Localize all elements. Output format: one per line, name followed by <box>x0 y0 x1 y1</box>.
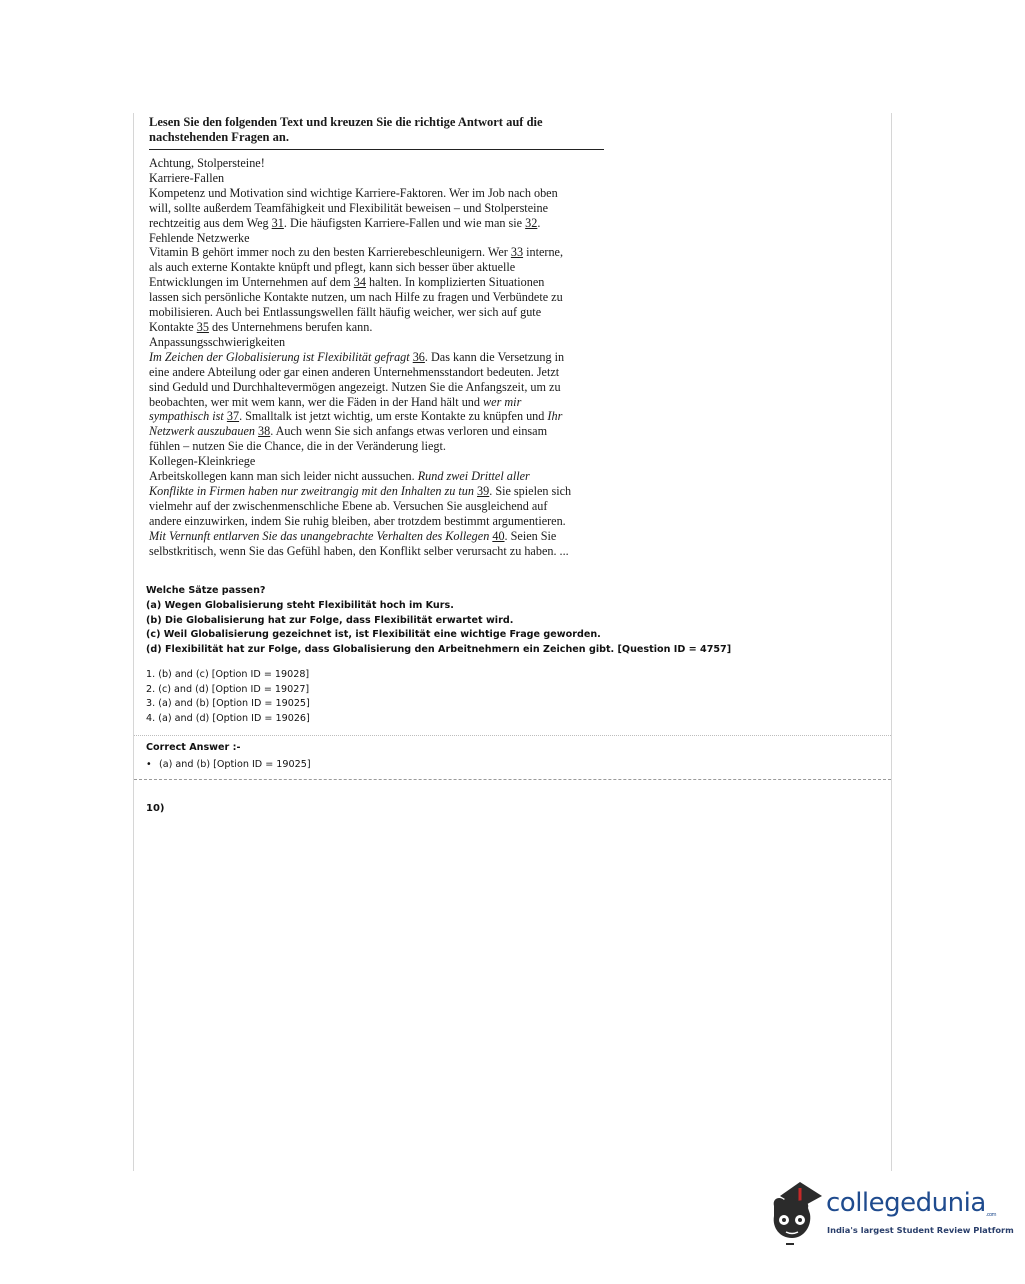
section-heading: Karriere-Fallen <box>149 170 225 185</box>
question-statements <box>146 584 886 658</box>
question-prompt: Welche Sätze passen? <box>146 585 266 596</box>
bullet-icon: • <box>146 759 152 770</box>
passage-line: Mit Vernunft entlarven Sie das unangebrachte Verhalten des Kollegen 40. Seien Sie <box>149 528 557 543</box>
correct-answer-item <box>146 758 311 772</box>
divider <box>134 779 891 780</box>
passage-line: selbstkritisch, wenn Sie das Gefühl haben, den Konflikt selber verursacht zu haben. ... <box>149 543 569 558</box>
gap-33: 33 <box>510 245 524 260</box>
passage-line: Netzwerk auszubauen 38. Auch wenn Sie sich anfangs etwas verloren und einsam <box>149 424 548 439</box>
passage-line: sind Geduld und Durchhaltevermögen angezeigt. Nutzen Sie die Anfangszeit, um zu <box>149 379 561 394</box>
passage-line: rechtzeitig aus dem Weg 31. Die häufigsten Karriere-Fallen und wie man sie 32. <box>149 215 541 230</box>
gap-34: 34 <box>353 275 366 290</box>
question-number: 10) <box>146 803 165 814</box>
passage-line: Im Zeichen der Globalisierung ist Flexibilität gefragt 36. Das kann die Versetzung in <box>149 349 565 364</box>
section-heading: Fehlende Netzwerke <box>149 230 250 245</box>
passage-line: lassen sich persönliche Kontakte nutzen, um nach Hilfe zu fragen und Verbündete zu <box>149 290 563 305</box>
passage-line: fühlen – nutzen Sie die Chance, die in der Veränderung liegt. <box>149 439 446 454</box>
passage-line: Entwicklungen im Unternehmen auf dem 34 halten. In komplizierten Situationen <box>149 275 545 290</box>
statement-c: (c) Weil Globalisierung gezeichnet ist, ist Flexibilität eine wichtige Frage geworden. <box>146 629 601 641</box>
gap-40: 40 <box>492 528 505 543</box>
passage-line: andere einzuwirken, indem Sie ruhig bleiben, aber trotzdem bestimmt argumentieren. <box>149 513 566 528</box>
mascot-icon <box>766 1178 826 1248</box>
option-3: 3. (a) and (b) [Option ID = 19025] <box>146 698 310 710</box>
page-border-left <box>133 113 134 1171</box>
gap-31: 31 <box>271 215 284 230</box>
section-heading: Anpassungsschwierigkeiten <box>149 334 286 349</box>
passage-body <box>149 156 604 558</box>
passage-line: Kompetenz und Motivation sind wichtige Karriere-Faktoren. Wer im Job nach oben <box>149 185 558 200</box>
passage-line: mobilisieren. Auch bei Entlassungswellen fällt häufig weicher, wer sich auf gute <box>149 305 542 320</box>
passage-line: eine andere Abteilung oder gar einen anderen Unternehmensstandort bedeuten. Jetzt <box>149 364 560 379</box>
correct-answer-block <box>146 741 311 772</box>
passage-line: vielmehr auf der zwischenmenschliche Ebene ab. Versuchen Sie ausgleichend auf <box>149 498 548 513</box>
instruction-line: nachstehenden Fragen an. <box>149 130 289 144</box>
brand-domain: .com <box>985 1212 997 1218</box>
correct-answer-title: Correct Answer :- <box>146 742 241 753</box>
statement-b: (b) Die Globalisierung hat zur Folge, dass Flexibilität erwartet wird. <box>146 614 514 626</box>
section-heading: Kollegen-Kleinkriege <box>149 454 256 469</box>
collegedunia-logo <box>766 1178 1014 1248</box>
answer-options <box>146 668 886 726</box>
passage-line: will, sollte außerdem Teamfähigkeit und Flexibilität beweisen – und Stolpersteine <box>149 200 548 215</box>
passage-line: beobachten, wer mit wem kann, wer die Fäden in der Hand hält und wer mir <box>149 394 522 409</box>
option-2: 2. (c) and (d) [Option ID = 19027] <box>146 683 310 695</box>
passage-line: Konflikte in Firmen haben nur zweitrangig mit den Inhalten zu tun 39. Sie spielen sich <box>149 483 572 498</box>
gap-35: 35 <box>196 319 209 334</box>
passage-line: als auch externe Kontakte knüpft und pflegt, kann sich besser über aktuelle <box>149 260 516 275</box>
statement-a: (a) Wegen Globalisierung steht Flexibilität hoch im Kurs. <box>146 599 454 611</box>
passage-line: Arbeitskollegen kann man sich leider nicht aussuchen. Rund zwei Drittel aller <box>149 469 530 484</box>
reading-passage <box>149 115 604 558</box>
question-block <box>146 584 886 726</box>
passage-instruction <box>149 115 604 150</box>
passage-title: Achtung, Stolpersteine! <box>149 156 265 170</box>
passage-line: Vitamin B gehört immer noch zu den besten Karrierebeschleunigern. Wer 33 interne, <box>149 245 563 260</box>
gap-37: 37 <box>226 409 240 424</box>
option-4: 4. (a) and (d) [Option ID = 19026] <box>146 712 310 724</box>
passage-line: Kontakte 35 des Unternehmens berufen kann. <box>149 319 373 334</box>
instruction-line: Lesen Sie den folgenden Text und kreuzen Sie die richtige Antwort auf die <box>149 115 543 129</box>
brand-tagline: India's largest Student Review Platform <box>827 1225 1014 1235</box>
statement-d: (d) Flexibilität hat zur Folge, dass Globalisierung den Arbeitnehmern ein Zeichen gibt. [Question ID = 4757] <box>146 644 732 656</box>
option-1: 1. (b) and (c) [Option ID = 19028] <box>146 668 310 680</box>
gap-32: 32 <box>525 215 538 230</box>
divider <box>134 735 891 736</box>
gap-38: 38 <box>258 424 271 439</box>
gap-36: 36 <box>412 349 425 364</box>
page-border-right <box>891 113 892 1171</box>
correct-answer-value: (a) and (b) [Option ID = 19025] <box>159 759 311 770</box>
brand-name: collegedunia$^{.com}$ <box>826 1188 997 1218</box>
gap-39: 39 <box>477 483 490 498</box>
passage-line: sympathisch ist 37. Smalltalk ist jetzt wichtig, um erste Kontakte zu knüpfen und Ihr <box>149 409 563 424</box>
